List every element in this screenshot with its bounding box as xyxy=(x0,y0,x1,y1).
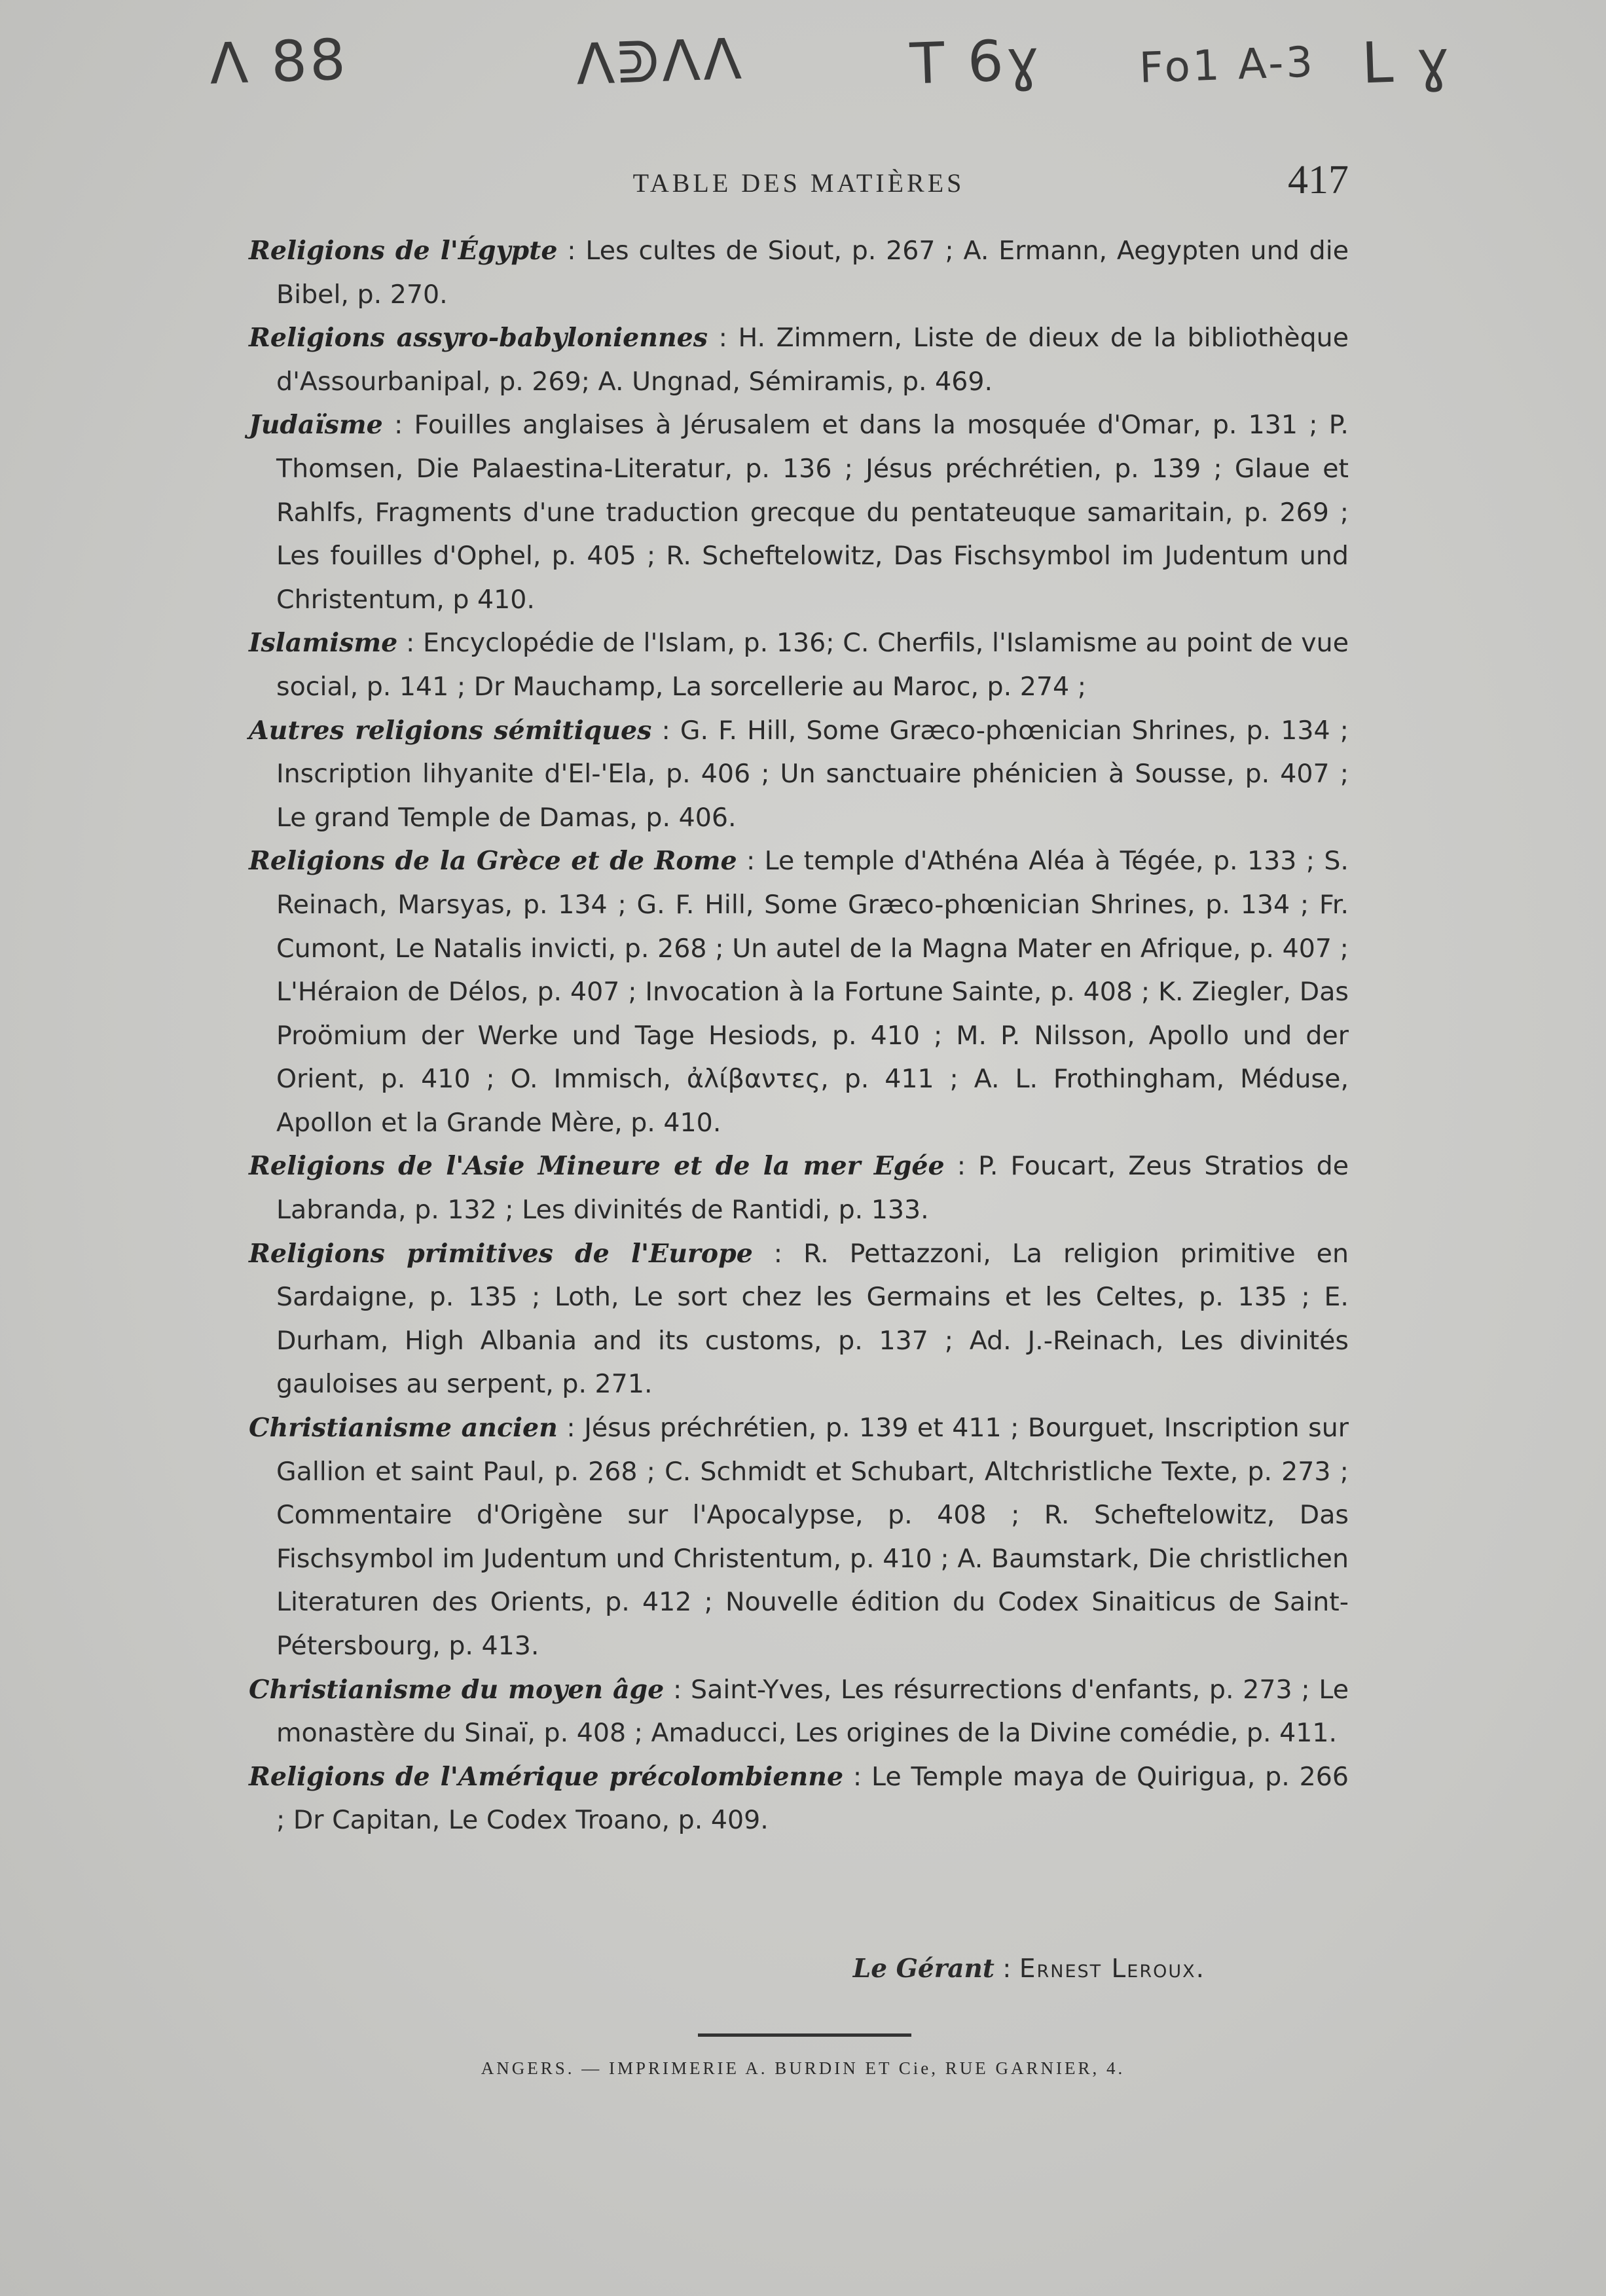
entry-heading: Autres religions sémitiques xyxy=(249,715,652,746)
entry-heading: Judaïsme xyxy=(249,410,383,441)
page-number: 417 xyxy=(1288,158,1349,202)
entry-heading: Islamisme xyxy=(249,628,398,659)
publisher-signature xyxy=(853,1954,1205,1984)
gerant-role: Le Gérant xyxy=(852,1954,995,1984)
toc-entry xyxy=(249,839,1349,1144)
entry-heading: Religions de l'Égypte xyxy=(249,236,558,266)
toc-entry xyxy=(249,316,1349,403)
toc-entry xyxy=(249,1668,1349,1755)
handwritten-shelfmarks xyxy=(208,26,1454,115)
entry-text: : Les cultes de Siout, p. 267 ; A. Ermann, Aegypten und die Bibel, p. 270. xyxy=(276,236,1349,310)
entry-text: : Encyclopédie de l'Islam, p. 136; C. Cherfils, l'Islamisme au point de vue social, p. 141 ; Dr Mauchamp, La sorcellerie au Maroc, p. 274 ; xyxy=(276,628,1349,702)
entry-heading: Religions primitives de l'Europe xyxy=(249,1238,753,1269)
entry-text: : H. Zimmern, Liste de dieux de la bibliothèque d'Assourbanipal, p. 269; A. Ungnad, Sémiramis, p. 469. xyxy=(276,323,1349,397)
entry-text: : Le temple d'Athéna Aléa à Tégée, p. 133 ; S. Reinach, Marsyas, p. 134 ; G. F. Hill, Some Græco-phœnician Shrines, p. 134 ; Fr. Cumont, Le Natalis invicti, p. 268 ; Un autel de la Magna Mater en Afrique, p. 407 ; L'Héraion de Délos, p. 407 ; Invocation à la Fortune Sainte, p. 408 ; K. Ziegler, Das Proömium der Werke und Tage Hesiods, p. 410 ; M. P. Nilsson, Apollo und der Orient, p. 410 ; O. Immisch, ἀλίβαντες, p. 411 ; A. L. Frothingham, Méduse, Apollon et la Grande Mère, p. 410. xyxy=(276,846,1349,1138)
handwritten-mark: ᐱᕲᐱᐱ xyxy=(575,26,746,98)
entry-text: : R. Pettazzoni, La religion primitive en Sardaigne, p. 135 ; Loth, Le sort chez les Germains et les Celtes, p. 135 ; E. Durham, High Albania and its customs, p. 137 ; Ad. J.-Reinach, Les divinités gauloises au serpent, p. 271. xyxy=(276,1238,1349,1400)
entry-heading: Religions de l'Asie Mineure et de la mer Egée xyxy=(249,1151,945,1182)
handwritten-mark: ᐱ 88 xyxy=(208,27,350,98)
entry-text: : G. F. Hill, Some Græco-phœnician Shrines, p. 134 ; Inscription lihyanite d'El-'Ela, p. 406 ; Un sanctuaire phénicien à Sousse, p. 407 ; Le grand Temple de Damas, p. 406. xyxy=(276,715,1349,833)
toc-entry xyxy=(249,1755,1349,1842)
entry-text: : Fouilles anglaises à Jérusalem et dans la mosquée d'Omar, p. 131 ; P. Thomsen, Die Palaestina-Literatur, p. 136 ; Jésus préchrétien, p. 139 ; Glaue et Rahlfs, Fragments d'une traduction grecque du pentateuque samaritain, p. 269 ; Les fouilles d'Ophel, p. 405 ; R. Scheftelowitz, Das Fischsymbol im Judentum und Christentum, p 410. xyxy=(276,410,1349,615)
toc-entry xyxy=(249,621,1349,708)
handwritten-mark: T 6ɣ xyxy=(909,27,1044,98)
entry-heading: Religions de l'Amérique précolombienne xyxy=(249,1761,844,1792)
gerant-separator: : xyxy=(994,1954,1019,1984)
toc-entry xyxy=(249,1406,1349,1668)
entry-text: : Le Temple maya de Quirigua, p. 266 ; Dr Capitan, Le Codex Troano, p. 409. xyxy=(276,1761,1349,1836)
handwritten-mark: L ɣ xyxy=(1360,27,1454,97)
handwritten-mark: Fo1 A-3 xyxy=(1138,38,1317,93)
entry-text: : P. Foucart, Zeus Stratios de Labranda, p. 132 ; Les divinités de Rantidi, p. 133. xyxy=(276,1151,1349,1226)
toc-entry xyxy=(249,1144,1349,1231)
footer-rule xyxy=(698,2033,911,2037)
gerant-name: Ernest Leroux. xyxy=(1019,1954,1205,1984)
table-of-contents xyxy=(249,229,1349,1842)
entry-text: : Jésus préchrétien, p. 139 et 411 ; Bourguet, Inscription sur Gallion et saint Paul, p. 268 ; C. Schmidt et Schubart, Altchristliche Texte, p. 273 ; Commentaire d'Origène sur l'Apocalypse, p. 408 ; R. Scheftelowitz, Das Fischsymbol im Judentum und Christentum, p. 410 ; A. Baumstark, Die christlichen Literaturen des Orients, p. 412 ; Nouvelle édition du Codex Sinaiticus de Saint-Pétersbourg, p. 413. xyxy=(276,1413,1349,1661)
entry-text: : Saint-Yves, Les résurrections d'enfants, p. 273 ; Le monastère du Sinaï, p. 408 ; Amaducci, Les origines de la Divine comédie, p. 411. xyxy=(276,1674,1349,1749)
entry-heading: Christianisme ancien xyxy=(249,1413,558,1444)
entry-heading: Christianisme du moyen âge xyxy=(249,1674,665,1705)
toc-entry xyxy=(249,229,1349,316)
page-title: TABLE DES MATIÈRES xyxy=(632,168,965,198)
toc-entry xyxy=(249,709,1349,840)
toc-entry xyxy=(249,403,1349,621)
entry-heading: Religions de la Grèce et de Rome xyxy=(249,846,737,877)
entry-heading: Religions assyro-babyloniennes xyxy=(249,323,708,354)
printer-imprint: ANGERS. — IMPRIMERIE A. BURDIN ET Cie, RUE GARNIER, 4. xyxy=(481,2058,1125,2078)
running-header xyxy=(249,157,1349,210)
toc-entry xyxy=(249,1232,1349,1406)
